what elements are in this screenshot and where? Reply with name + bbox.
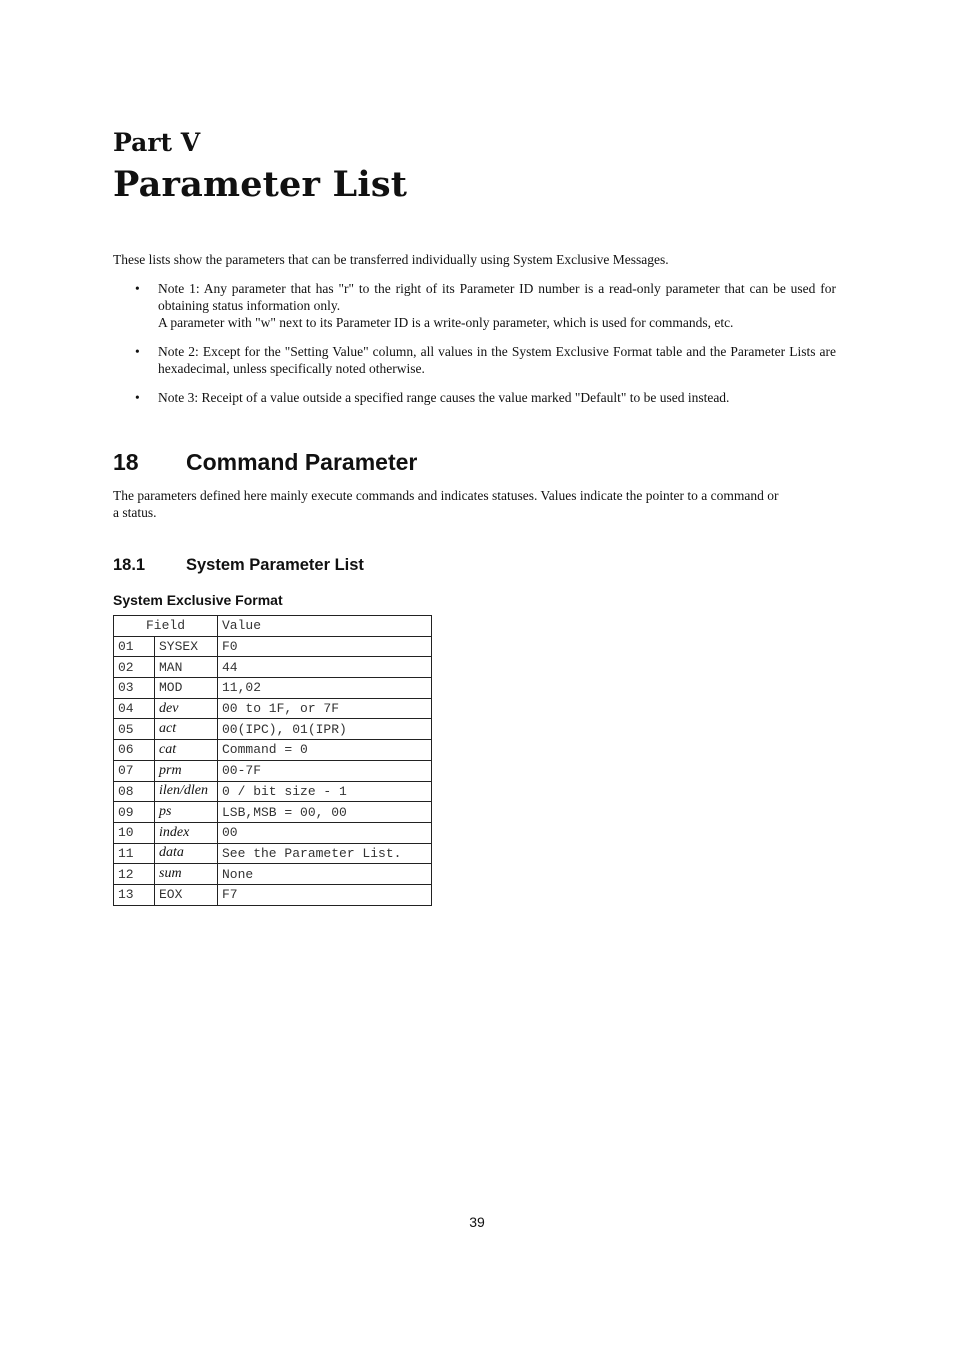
row-number-cell: 02 [114,657,155,678]
field-value-cell: 00 [218,822,432,843]
table-row [114,657,432,678]
subsection-title: System Parameter List [186,556,364,574]
field-value-cell: Command = 0 [218,740,432,761]
notes-list [113,280,836,418]
table-row [114,822,432,843]
field-name-cell: index [155,822,218,843]
field-value-cell: None [218,864,432,885]
field-name-cell: dev [155,698,218,719]
note-item [113,389,836,406]
table-row [114,636,432,657]
table-row [114,802,432,823]
field-value-cell: 00 to 1F, or 7F [218,698,432,719]
section-description: The parameters defined here mainly execute commands and indicates statuses. Values indicate the pointer to a command or a status. [113,488,779,520]
note-line: Note 2: Except for the "Setting Value" column, all values in the System Exclusive Format table and the Parameter Lists are hexadecimal, unless specifically noted otherwise. [158,344,836,376]
field-name-cell: MOD [155,678,218,699]
note-item [113,343,836,377]
row-number-cell: 11 [114,843,155,864]
table-row [114,678,432,699]
row-number-cell: 07 [114,760,155,781]
table-body [114,636,432,905]
field-value-cell: F7 [218,884,432,905]
field-value-cell: LSB,MSB = 00, 00 [218,802,432,823]
note-line: A parameter with "w" next to its Parameter ID is a write-only parameter, which is used for commands, etc. [158,315,734,330]
field-value-cell: 00-7F [218,760,432,781]
field-value-cell: 00(IPC), 01(IPR) [218,719,432,740]
bullet-icon: • [135,281,140,296]
row-number-cell: 09 [114,802,155,823]
field-name-cell: ilen/dlen [155,781,218,802]
table-row [114,884,432,905]
row-number-cell: 10 [114,822,155,843]
row-number-cell: 08 [114,781,155,802]
table-row [114,719,432,740]
section-number: 18 [113,449,139,475]
field-value-cell: F0 [218,636,432,657]
field-name-cell: cat [155,740,218,761]
row-number-cell: 06 [114,740,155,761]
intro-paragraph: These lists show the parameters that can be transferred individually using System Exclusive Messages. [113,252,669,267]
field-value-cell: See the Parameter List. [218,843,432,864]
bullet-icon: • [135,390,140,405]
table-row [114,781,432,802]
section-heading [113,449,417,476]
field-column-header: Field [114,616,218,637]
note-item [113,280,836,331]
part-title: Parameter List [113,164,408,205]
note-line: Note 3: Receipt of a value outside a specified range causes the value marked "Default" to be used instead. [158,390,730,405]
subsection-heading [113,556,364,575]
row-number-cell: 01 [114,636,155,657]
table-header-row [114,616,432,637]
sysex-format-table [113,615,432,906]
bullet-icon: • [135,344,140,359]
field-value-cell: 44 [218,657,432,678]
field-name-cell: MAN [155,657,218,678]
table-row [114,864,432,885]
field-name-cell: act [155,719,218,740]
row-number-cell: 05 [114,719,155,740]
row-number-cell: 03 [114,678,155,699]
field-name-cell: ps [155,802,218,823]
table-heading: System Exclusive Format [113,592,283,608]
table-row [114,740,432,761]
table-row [114,698,432,719]
table-row [114,760,432,781]
row-number-cell: 04 [114,698,155,719]
section-title: Command Parameter [186,449,418,475]
value-column-header: Value [218,616,432,637]
field-name-cell: prm [155,760,218,781]
row-number-cell: 13 [114,884,155,905]
part-label: Part V [113,128,201,157]
subsection-number: 18.1 [113,556,146,574]
field-name-cell: EOX [155,884,218,905]
field-name-cell: data [155,843,218,864]
field-value-cell: 0 / bit size - 1 [218,781,432,802]
field-name-cell: sum [155,864,218,885]
field-value-cell: 11,02 [218,678,432,699]
field-name-cell: SYSEX [155,636,218,657]
page-number: 39 [469,1214,485,1230]
row-number-cell: 12 [114,864,155,885]
note-line: Note 1: Any parameter that has "r" to the right of its Parameter ID number is a read-only parameter that can be used for obtaining status information only. [158,281,836,313]
table-row [114,843,432,864]
